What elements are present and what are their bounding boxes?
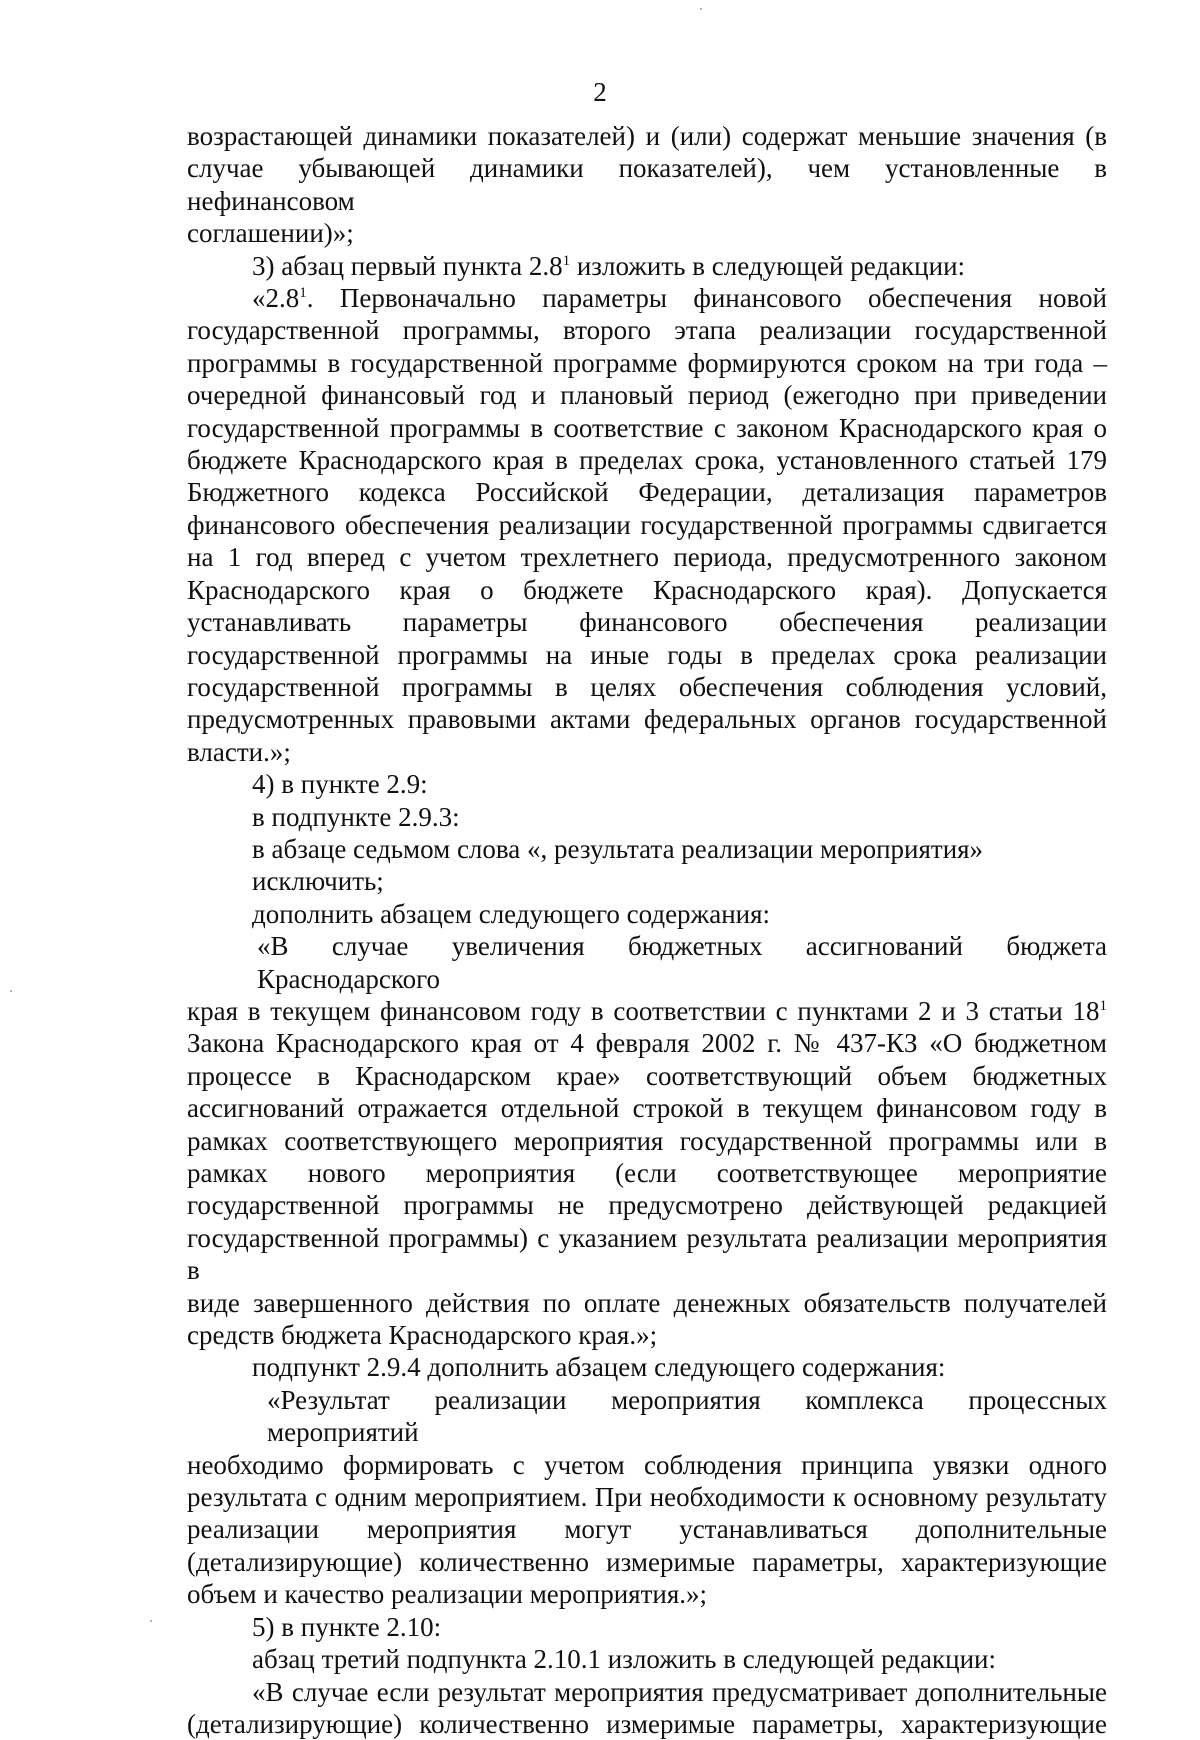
superscript: 1 xyxy=(299,285,307,302)
text-line: ассигнований отражается отдельной строкой в текущем финансовом году в xyxy=(187,1093,1107,1124)
text-line: необходимо формировать с учетом соблюдения принципа увязки одного xyxy=(187,1449,1107,1480)
text-line: средств бюджета Краснодарского края.»; xyxy=(187,1320,658,1351)
text-line: (детализирующие) количественно измеримые параметры, характеризующие xyxy=(187,1708,1107,1739)
text-line: государственной программы не предусмотрено действующей редакцией xyxy=(187,1190,1107,1221)
text-line: (детализирующие) количественно измеримые параметры, характеризующие xyxy=(187,1546,1107,1577)
document-body xyxy=(187,120,1107,1740)
text-line: на 1 год вперед с учетом трехлетнего периода, предусмотренного законом xyxy=(187,542,1107,573)
scan-speck xyxy=(10,990,12,992)
text-line: подпункт 2.9.4 дополнить абзацем следующего содержания: xyxy=(252,1352,946,1383)
text-line: процессе в Краснодарском крае» соответствующий объем бюджетных xyxy=(187,1060,1107,1091)
text-line xyxy=(187,282,1107,314)
text-line: в подпункте 2.9.3: xyxy=(252,801,460,832)
text-line: государственной программы, второго этапа реализации государственной xyxy=(187,315,1107,346)
text-line: возрастающей динамики показателей) и (или) содержат меньшие значения (в xyxy=(187,121,1107,151)
text-line: предусмотренных правовыми актами федеральных органов государственной xyxy=(187,704,1107,735)
text-line: в абзаце седьмом слова «, результата реализации мероприятия» исключить; xyxy=(252,833,984,897)
text-line: случае убывающей динамики показателей), чем установленные в нефинансовом xyxy=(187,153,1107,216)
superscript: 1 xyxy=(562,252,571,269)
text-line: «В случае увеличения бюджетных ассигнований бюджета Краснодарского xyxy=(257,931,1107,994)
text-line: «В случае если результат мероприятия предусматривает дополнительные xyxy=(252,1676,1107,1707)
text-fragment: 3) абзац первый пункта 2.8 xyxy=(252,250,563,281)
text-line: Закона Краснодарского края от 4 февраля 2002 г. № 437-КЗ «О бюджетном xyxy=(187,1028,1107,1059)
text-line: государственной программы в соответствие с законом Краснодарского края о xyxy=(187,412,1107,443)
text-line: Бюджетного кодекса Российской Федерации, детализация параметров xyxy=(187,477,1107,508)
text-line: «Результат реализации мероприятия комплекса процессных мероприятий xyxy=(267,1384,1107,1448)
text-fragment: изложить в следующей редакции: xyxy=(570,250,966,281)
text-line: 5) в пункте 2.10: xyxy=(252,1611,442,1642)
text-line: рамках нового мероприятия (если соответствующее мероприятие xyxy=(187,1158,1107,1188)
text-line: программы в государственной программе формируются сроком на три года – xyxy=(187,347,1107,378)
text-line: государственной программы в целях обеспечения соблюдения условий, xyxy=(187,671,1107,702)
text-fragment: . Первоначально параметры финансового обеспечения новой xyxy=(306,283,1107,314)
scan-speck xyxy=(700,8,702,10)
text-line: 4) в пункте 2.9: xyxy=(252,769,428,800)
text-line: рамках соответствующего мероприятия государственной программы или в xyxy=(187,1125,1107,1156)
scan-speck xyxy=(150,1620,152,1622)
text-line xyxy=(187,995,1107,1027)
text-line: государственной программы) с указанием результата реализации мероприятия в xyxy=(187,1222,1107,1286)
text-line: результата с одним мероприятием. При необходимости к основному результату xyxy=(187,1482,1107,1513)
text-line: устанавливать параметры финансового обеспечения реализации xyxy=(187,607,1107,638)
text-line: объем и качество реализации мероприятия.»; xyxy=(187,1579,708,1610)
text-line: финансового обеспечения реализации государственной программы сдвигается xyxy=(187,509,1107,540)
text-line: реализации мероприятия могут устанавливаться дополнительные xyxy=(187,1514,1107,1545)
text-line: дополнить абзацем следующего содержания: xyxy=(252,898,771,929)
superscript: 1 xyxy=(1099,997,1107,1014)
text-line: абзац третий подпункта 2.10.1 изложить в следующей редакции: xyxy=(252,1644,996,1675)
text-line xyxy=(187,250,1107,282)
text-line: Краснодарского края о бюджете Краснодарского края). Допускается xyxy=(187,574,1107,605)
text-line: виде завершенного действия по оплате денежных обязательств получателей xyxy=(187,1287,1107,1318)
text-line: очередной финансовый год и плановый период (ежегодно при приведении xyxy=(187,380,1107,411)
text-line: государственной программы на иные годы в пределах срока реализации xyxy=(187,639,1107,670)
text-line: бюджете Краснодарского края в пределах срока, установленного статьей 179 xyxy=(187,445,1107,476)
text-line: власти.»; xyxy=(187,736,291,767)
page-number: 2 xyxy=(593,77,607,107)
text-fragment: «2.8 xyxy=(252,283,300,314)
text-fragment: края в текущем финансовом году в соответствии с пунктами 2 и 3 статьи 18 xyxy=(187,995,1100,1026)
text-line: соглашении)»; xyxy=(187,218,354,249)
